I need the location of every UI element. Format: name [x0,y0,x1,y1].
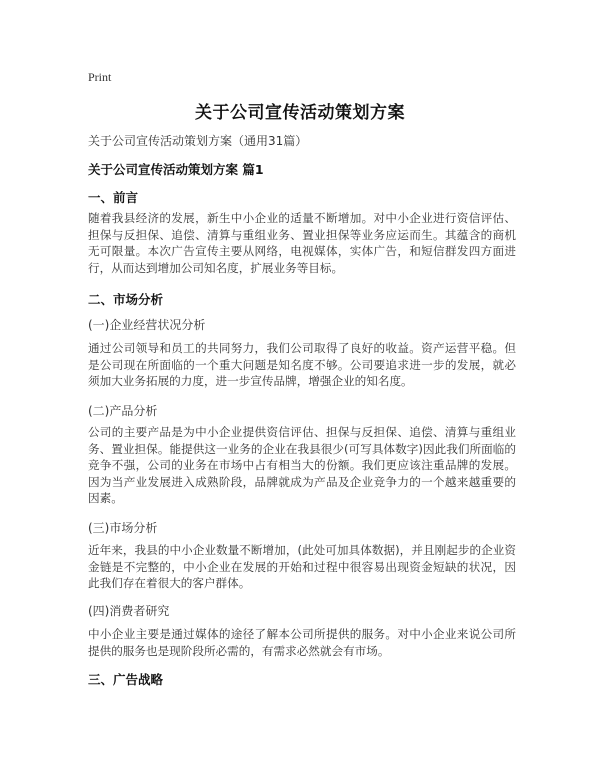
article-heading: 关于公司宣传活动策划方案 篇1 [88,162,264,177]
subsection-heading-market-analysis: (三)市场分析 [88,521,158,535]
document-subtitle: 关于公司宣传活动策划方案（通用31篇） [88,134,308,148]
paragraph-consumer: 中小企业主要是通过媒体的途径了解本公司所提供的服务。对中小企业来说公司所提供的服务也是现阶段所必需的，有需求必然就会有市场。 [88,627,516,658]
paragraph-product: 公司的主要产品是为中小企业提供资信评估、担保与反担保、追偿、清算与重组业务、置业担保。能提供这一业务的企业在我县很少(可写具体数字)因此我们所面临的竞争不强，公司的业务在市场中占有相当大的份额。我们更应该注重品牌的发展。因为当产业发展进入成熟阶段，品牌就成为产品及企业竞争力的一个越来越重要的因素。 [88,425,516,505]
paragraph-market-analysis: 近年来，我县的中小企业数量不断增加，(此处可加具体数据)，并且刚起步的企业资金链是不完整的，中小企业在发展的开始和过程中很容易出现资金短缺的状况，因此我们存在着很大的客户群体。 [88,543,516,590]
print-link[interactable]: Print [88,70,112,84]
section-heading-preface: 一、前言 [88,190,139,205]
section-heading-market: 二、市场分析 [88,292,164,307]
paragraph-operations: 通过公司领导和员工的共同努力，我们公司取得了良好的收益。资产运营平稳。但是公司现在所面临的一个重大问题是知名度不够。公司要追求进一步的发展，就必须加大业务拓展的力度，进一步宣传品牌，增强企业的知名度。 [88,341,516,388]
subsection-heading-product: (二)产品分析 [88,404,158,418]
page-title: 关于公司宣传活动策划方案 [195,103,405,123]
subsection-heading-consumer: (四)消费者研究 [88,604,170,618]
subsection-heading-operations: (一)企业经营状况分析 [88,318,206,332]
paragraph-preface: 随着我县经济的发展，新生中小企业的适量不断增加。对中小企业进行资信评估、担保与反担保、追偿、清算与重组业务、置业担保等业务应运而生。其蕴含的商机无可限量。本次广告宣传主要从网络，电视媒体，实体广告，和短信群发四方面进行，从而达到增加公司知名度，扩展业务等目标。 [88,211,516,275]
section-heading-strategy: 三、广告战略 [88,672,164,687]
